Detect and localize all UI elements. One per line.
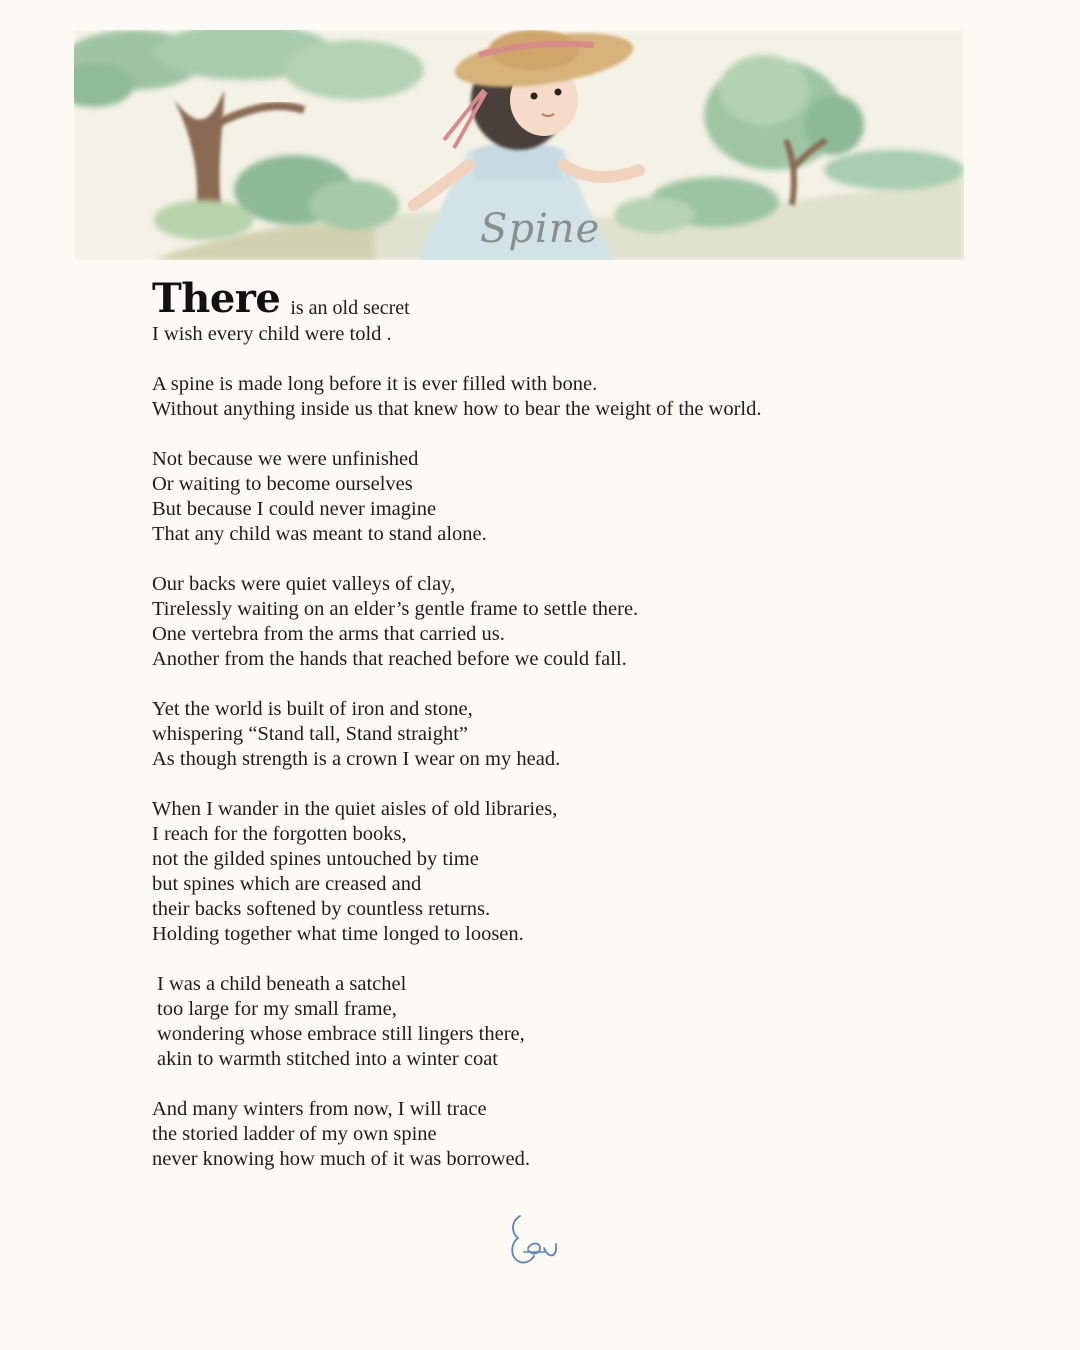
- poem-first-line-text: is an old secret: [290, 297, 410, 319]
- stanza: [152, 797, 952, 947]
- poem-line: When I wander in the quiet aisles of old libraries,: [152, 798, 558, 820]
- poem-line: their backs softened by countless returns.: [152, 898, 491, 920]
- poem-line: the storied ladder of my own spine: [152, 1123, 437, 1145]
- poem-line: Or waiting to become ourselves: [152, 473, 413, 495]
- stanza: [152, 572, 952, 672]
- header-illustration: [74, 30, 964, 260]
- poem-line: Without anything inside us that knew how to bear the weight of the world.: [152, 398, 762, 420]
- poem-line: I reach for the forgotten books,: [152, 823, 407, 845]
- poem-line: never knowing how much of it was borrowed.: [152, 1148, 531, 1170]
- poem-body: [152, 274, 952, 1197]
- poem-line: But because I could never imagine: [152, 498, 437, 520]
- poem-line: A spine is made long before it is ever filled with bone.: [152, 373, 598, 395]
- poem-line: Holding together what time longed to loosen.: [152, 923, 524, 945]
- poem-line: too large for my small frame,: [157, 998, 397, 1020]
- poem-line: Another from the hands that reached before we could fall.: [152, 648, 627, 670]
- stanza: [152, 372, 952, 422]
- poem-line: whispering “Stand tall, Stand straight”: [152, 723, 468, 745]
- poem-line: akin to warmth stitched into a winter coat: [157, 1048, 499, 1070]
- stanza: [152, 697, 952, 772]
- poem-line: That any child was meant to stand alone.: [152, 523, 487, 545]
- stanza: [152, 322, 952, 347]
- poem-line: wondering whose embrace still lingers there,: [157, 1023, 525, 1045]
- poem-line: One vertebra from the arms that carried us.: [152, 623, 505, 645]
- poem-line: As though strength is a crown I wear on my head.: [152, 748, 561, 770]
- poem-first-word: There: [152, 275, 281, 322]
- poem-line: not the gilded spines untouched by time: [152, 848, 479, 870]
- poem-line: And many winters from now, I will trace: [152, 1098, 487, 1120]
- poem-line: Yet the world is built of iron and stone,: [152, 698, 473, 720]
- poem-line: I was a child beneath a satchel: [157, 973, 407, 995]
- poem-title: Spine: [480, 206, 601, 252]
- poem-first-line: [152, 274, 952, 322]
- poem-line: Not because we were unfinished: [152, 448, 419, 470]
- poem-line: Our backs were quiet valleys of clay,: [152, 573, 456, 595]
- poem-line: I wish every child were told .: [152, 323, 392, 345]
- signature-icon: [506, 1210, 562, 1270]
- stanza: [152, 1097, 952, 1172]
- poem-line: but spines which are creased and: [152, 873, 422, 895]
- signature: [506, 1210, 562, 1270]
- stanza: [152, 447, 952, 547]
- stanza: [152, 972, 952, 1072]
- poem-line: Tirelessly waiting on an elder’s gentle frame to settle there.: [152, 598, 639, 620]
